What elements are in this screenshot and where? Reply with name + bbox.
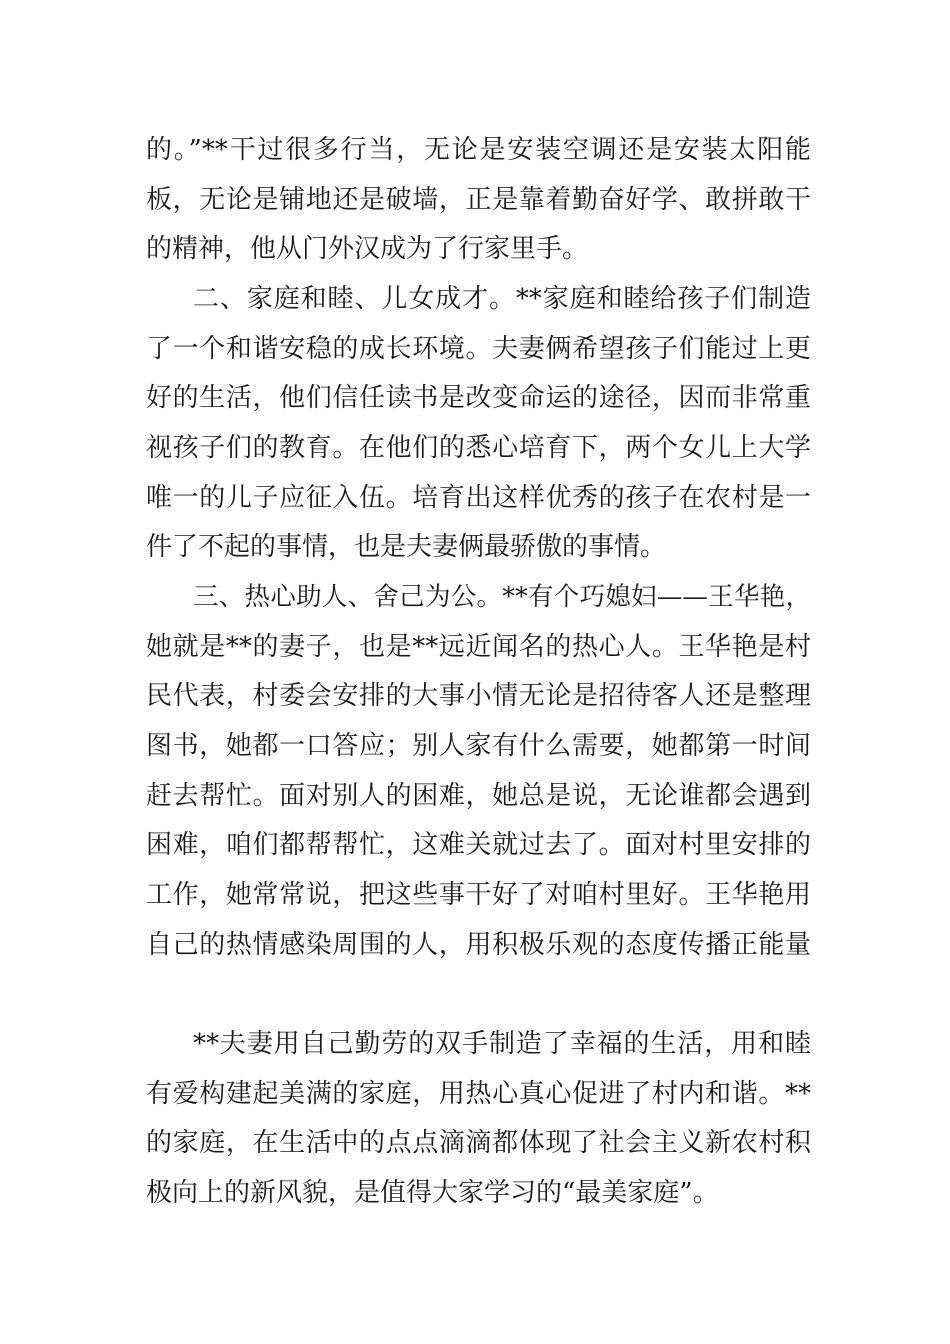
text-line: 图书，她都一口答应；别人家有什么需要，她都第一时间 xyxy=(146,731,811,761)
text-line: 极向上的新风貌，是值得大家学习的“最美家庭”。 xyxy=(146,1178,719,1208)
text-line: 的家庭，在生活中的点点滴滴都体现了社会主义新农村积 xyxy=(146,1128,811,1158)
text-line: 自己的热情感染周围的人，用积极乐观的态度传播正能量 xyxy=(146,930,811,960)
text-line: 的。”**干过很多行当，无论是安装空调还是安装太阳能 xyxy=(146,135,811,165)
text-line: 工作，她常常说，把这些事干好了对咱村里好。王华艳用 xyxy=(146,880,811,910)
text-line: 困难，咱们都帮帮忙，这难关就过去了。面对村里安排的 xyxy=(146,830,811,860)
text-line: 民代表，村委会安排的大事小情无论是招待客人还是整理 xyxy=(146,681,811,711)
paragraph-start-line: 二、家庭和睦、儿女成才。**家庭和睦给孩子们制造 xyxy=(193,284,811,314)
text-line: 件了不起的事情，也是夫妻俩最骄傲的事情。 xyxy=(146,532,667,562)
paragraph-start-line: 三、热心助人、舍己为公。**有个巧媳妇——王华艳， xyxy=(193,582,811,612)
text-line: 她就是**的妻子，也是**远近闻名的热心人。王华艳是村 xyxy=(146,632,811,662)
text-line: 板，无论是铺地还是破墙，正是靠着勤奋好学、敢拼敢干 xyxy=(146,185,811,215)
text-line: 视孩子们的教育。在他们的悉心培育下，两个女儿上大学 xyxy=(146,433,811,463)
text-line: 唯一的儿子应征入伍。培育出这样优秀的孩子在农村是一 xyxy=(146,483,811,513)
text-line: 了一个和谐安稳的成长环境。夫妻俩希望孩子们能过上更 xyxy=(146,334,811,364)
text-line: 赶去帮忙。面对别人的困难，她总是说，无论谁都会遇到 xyxy=(146,781,811,811)
text-line: 有爱构建起美满的家庭，用热心真心促进了村内和谐。** xyxy=(146,1079,811,1109)
text-line: 好的生活，他们信任读书是改变命运的途径，因而非常重 xyxy=(146,383,811,413)
text-line: 的精神，他从门外汉成为了行家里手。 xyxy=(146,234,589,264)
paragraph-start-line: **夫妻用自己勤劳的双手制造了幸福的生活，用和睦 xyxy=(193,1029,811,1059)
